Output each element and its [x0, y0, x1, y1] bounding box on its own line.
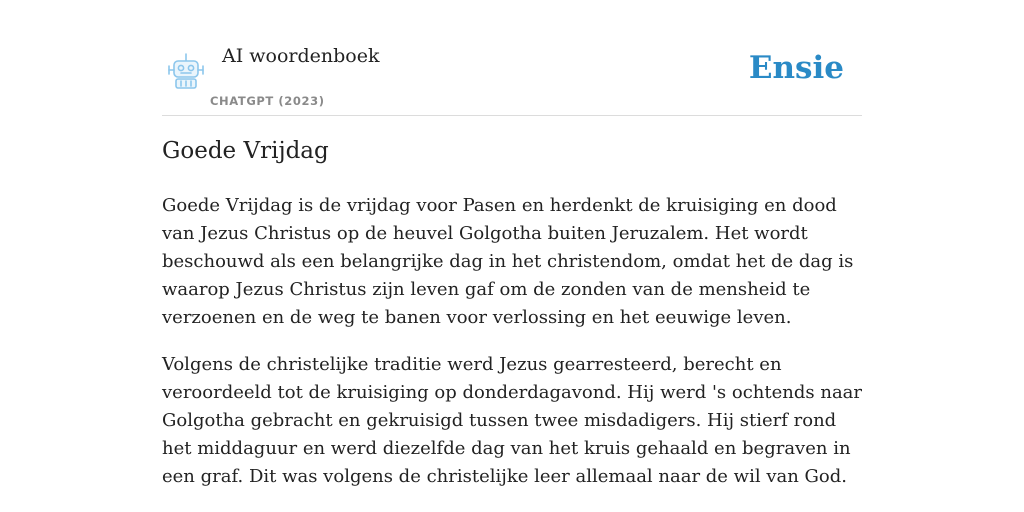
- source-meta: CHATGPT (2023): [210, 94, 325, 108]
- entry-term: Goede Vrijdag: [162, 138, 329, 164]
- definition-paragraph: Volgens de christelijke traditie werd Jezus gearresteerd, berecht en veroordeeld tot de kruisiging op donderdagavond. Hij werd 's ochtends naar Golgotha gebracht en gekruisigd tussen twee misdadigers. Hij stierf rond het middaguur en werd diezelfde dag van het kruis gehaald en begraven in een graf. Dit was volgens de christelijke leer allemaal naar de wil van God.: [162, 354, 863, 487]
- definition-paragraph: Goede Vrijdag is de vrijdag voor Pasen en herdenkt de kruisiging en dood van Jezus Christus op de heuvel Golgotha buiten Jeruzalem. Het wordt beschouwd als een belangrijke dag in het christendom, omdat het de dag is waarop Jezus Christus zijn leven gaf om de zonden van de mensheid te verzoenen en de weg te banen voor verlossing en het eeuwige leven.: [162, 195, 854, 328]
- entry-definition: [162, 192, 864, 510]
- robot-icon: [165, 52, 207, 90]
- brand-logo-link[interactable]: Ensie: [748, 50, 844, 86]
- source-title: AI woordenboek: [222, 45, 380, 67]
- source-header: [162, 40, 862, 116]
